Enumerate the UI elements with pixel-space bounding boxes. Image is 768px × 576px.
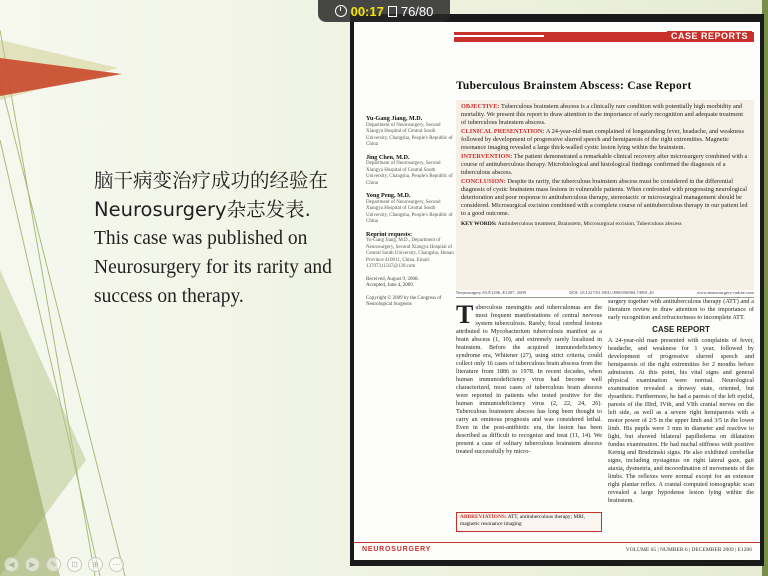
clinical-heading: CLINICAL PRESENTATION:	[461, 128, 545, 135]
elapsed-timer: 00:17	[350, 3, 384, 19]
zoom-button[interactable]: ⊕	[88, 557, 103, 572]
journal-citation: Neurosurgery 65:E1206–E1207, 2009	[456, 290, 526, 295]
article-page	[354, 22, 760, 560]
article-footer	[354, 542, 760, 556]
slide-counter: 76/80	[400, 3, 434, 19]
reprint-label: Reprint requests:	[366, 230, 413, 238]
author-name: Jing Chen, M.D.	[366, 153, 410, 161]
more-options-button[interactable]: ⋯	[109, 557, 124, 572]
abstract-box	[456, 100, 754, 290]
player-controls	[4, 557, 124, 572]
footer-journal: NEUROSURGERY	[362, 546, 432, 553]
citation-line	[456, 290, 754, 298]
reprint-text: Yu-Gang Jiang, M.D., Department of Neurosurgery, Second Xiangya Hospital of Central South University, Changsha, Hunan Province 410011, China. Email: 13707311567@139.com	[366, 238, 454, 269]
body-column-1	[456, 304, 602, 510]
objective-text: Tuberculous brainstem abscess is a clinically rare condition with potentially high morbidity and mortality. We present this report to draw attention to the importance of early recognition and adequate treatment of tuberculous brainstem abscess.	[461, 103, 744, 126]
conclusion-text: Despite its rarity, the tuberculous brainstem abscess must be considered in the differential diagnosis of cystic brainstem mass lesions in vulnerable patients. When confronted with progressing neurological deterioration and poor response to antituberculous therapy, stereotactic or microsurgical management should be considered. Microsurgical excision combined with a complete course of antituberculous therapy in our patient led to a good outcome.	[461, 178, 748, 217]
objective-heading: OBJECTIVE:	[461, 103, 500, 110]
body-column-2	[608, 298, 754, 546]
author-column	[366, 110, 456, 309]
copyright: Copyright © 2009 by the Congress of Neurological Surgeons	[366, 295, 442, 307]
intervention-heading: INTERVENTION:	[461, 153, 513, 160]
next-slide-button[interactable]: ▶	[25, 557, 40, 572]
clock-icon	[335, 5, 347, 17]
accepted-date: Accepted, June 4, 2009.	[366, 283, 415, 288]
slide-text-english: This case was published on Neurosurgery for its rarity and success on therapy.	[94, 228, 332, 307]
author-name: Yong Peng, M.D.	[366, 192, 411, 199]
conclusion-heading: CONCLUSION:	[461, 178, 506, 185]
slides-icon	[388, 6, 397, 17]
pen-tool-button[interactable]: ✎	[46, 557, 61, 572]
author-name: Yu-Gang Jiang, M.D.	[366, 115, 423, 122]
abbreviations-box	[456, 512, 602, 532]
author-affiliation: Department of Neurosurgery, Second Xiangya Hospital of Central South University, Changsha, People's Republic of China	[366, 122, 453, 147]
case-report-heading: CASE REPORT	[652, 325, 710, 334]
author-affiliation: Department of Neurosurgery, Second Xiangya Hospital of Central South University, Changsha, People's Republic of China	[366, 199, 453, 224]
body-text-2b: A 24-year-old man presented with complaints of fever, headache, and weakness for 1 year, followed by development of progressive slurred speech and hemiparesis of the right extremities for 2 months before admission. At this point, his vital signs and general physical examination were normal. Neurological examination revealed a drowsy state, oriented, but dysarthric. Furthermore, he had a paresis of the left eyelid, paresis of the IIIrd, IVth, and VIth cranial nerves on the left side, as well as a severe right hemiparesis with a motor power of 2/5 in the upper limb and 3/5 in the lower limb. His pupils were 3 mm in diameter and reactive to light, but showed bilateral papilledema on dilatation fundus examination. He had nuchal stiffness with positive Kernig and Brudzinski signs. He also exhibited cerebellar signs, including nystagmus on right lateral gaze, gait ataxia, dysmetria, and incoordination of movements of the limbs. The reflexes were normal except for an extensor right plantar reflex. A cranial computed tomographic scan revealed a large hypodense lesion lying within the brainstem.	[608, 337, 754, 504]
slide-body-text	[94, 166, 356, 311]
slide-overview-button[interactable]: ⊡	[67, 557, 82, 572]
previous-slide-button[interactable]: ◀	[4, 557, 19, 572]
presenter-toolbar	[318, 0, 450, 22]
abbreviations-heading: ABBREVIATIONS:	[460, 514, 507, 520]
keywords-heading: KEY WORDS:	[461, 221, 497, 227]
received-date: Received, August 9, 2008.	[366, 276, 419, 282]
abbreviations-text: ATT, antituberculous therapy; MRI, magnetic resonance imaging	[460, 514, 585, 527]
section-label: CASE REPORTS	[667, 31, 752, 41]
slide-text-chinese: 脑干病变治疗成功的经验在Neurosurgery杂志发表.	[94, 169, 329, 221]
body-text-1: uberculous meningitis and tuberculomas are the most frequent manifestations of central nervous system tuberculosis. Rarely, focal cerebral lesions attributed to Mycobacterium tuberculosis manifest as a brain abscess (1, 10), and extremely rarely localized in brainstem. Before the acquired immunodeficiency syndrome era, Whitener (27), using strict criteria, could collect only 16 cases of tuberculous brain abscess from the literature from 1886 to 1978. In recent decades, when human immunodeficiency virus had become well characterized, most cases of tuberculous brain abscess were reported in patients who tested positive for the human immunodeficiency virus (2, 22, 24, 26). Tuberculous brainstem abscess has long been thought to carry an ominous prognosis and was considered lethal. Even in the post-antibiotic era, the lesion has been described as difficult to recognize and treat (11, 14). We present a case of solitary tuberculous brainstem abscess treated successfully by micro-	[456, 304, 602, 455]
clinical-text: A 24-year-old man complained of longstanding fever, headache, and weakness followed by development of progressive slurred speech and hemiparesis of the right extremities. Magnetic resonance imaging revealed a large thick-walled cystic lesion lying within the brainstem.	[461, 128, 744, 151]
journal-website: www.neurosurgery-online.com	[696, 290, 754, 295]
doi: DOI: 10.1227/01.NEU.0000356984.74981.20	[569, 290, 654, 295]
intervention-text: The patient demonstrated a remarkable clinical recovery after microsurgery combined with a course of antituberculous therapy. Microbiological and histological findings confirmed the diagnosis of a tuberculous abscess.	[461, 153, 748, 176]
article-title: Tuberculous Brainstem Abscess: Case Report	[456, 80, 692, 92]
keywords-text: Antituberculous treatment, Brainstem, Microsurgical excision, Tuberculous abscess	[497, 221, 682, 227]
footer-issue: VOLUME 65 | NUMBER 6 | DECEMBER 2009 | E1206	[625, 546, 752, 553]
body-text-2a: surgery together with antituberculous therapy (ATT) and a literature review to draw attention to the importance of early recognition and refractoriness to incomplete ATT.	[608, 298, 754, 321]
dropcap: T	[456, 304, 474, 329]
author-affiliation: Department of Neurosurgery, Second Xiangya Hospital of Central South University, Changsha, People's Republic of China	[366, 161, 453, 186]
